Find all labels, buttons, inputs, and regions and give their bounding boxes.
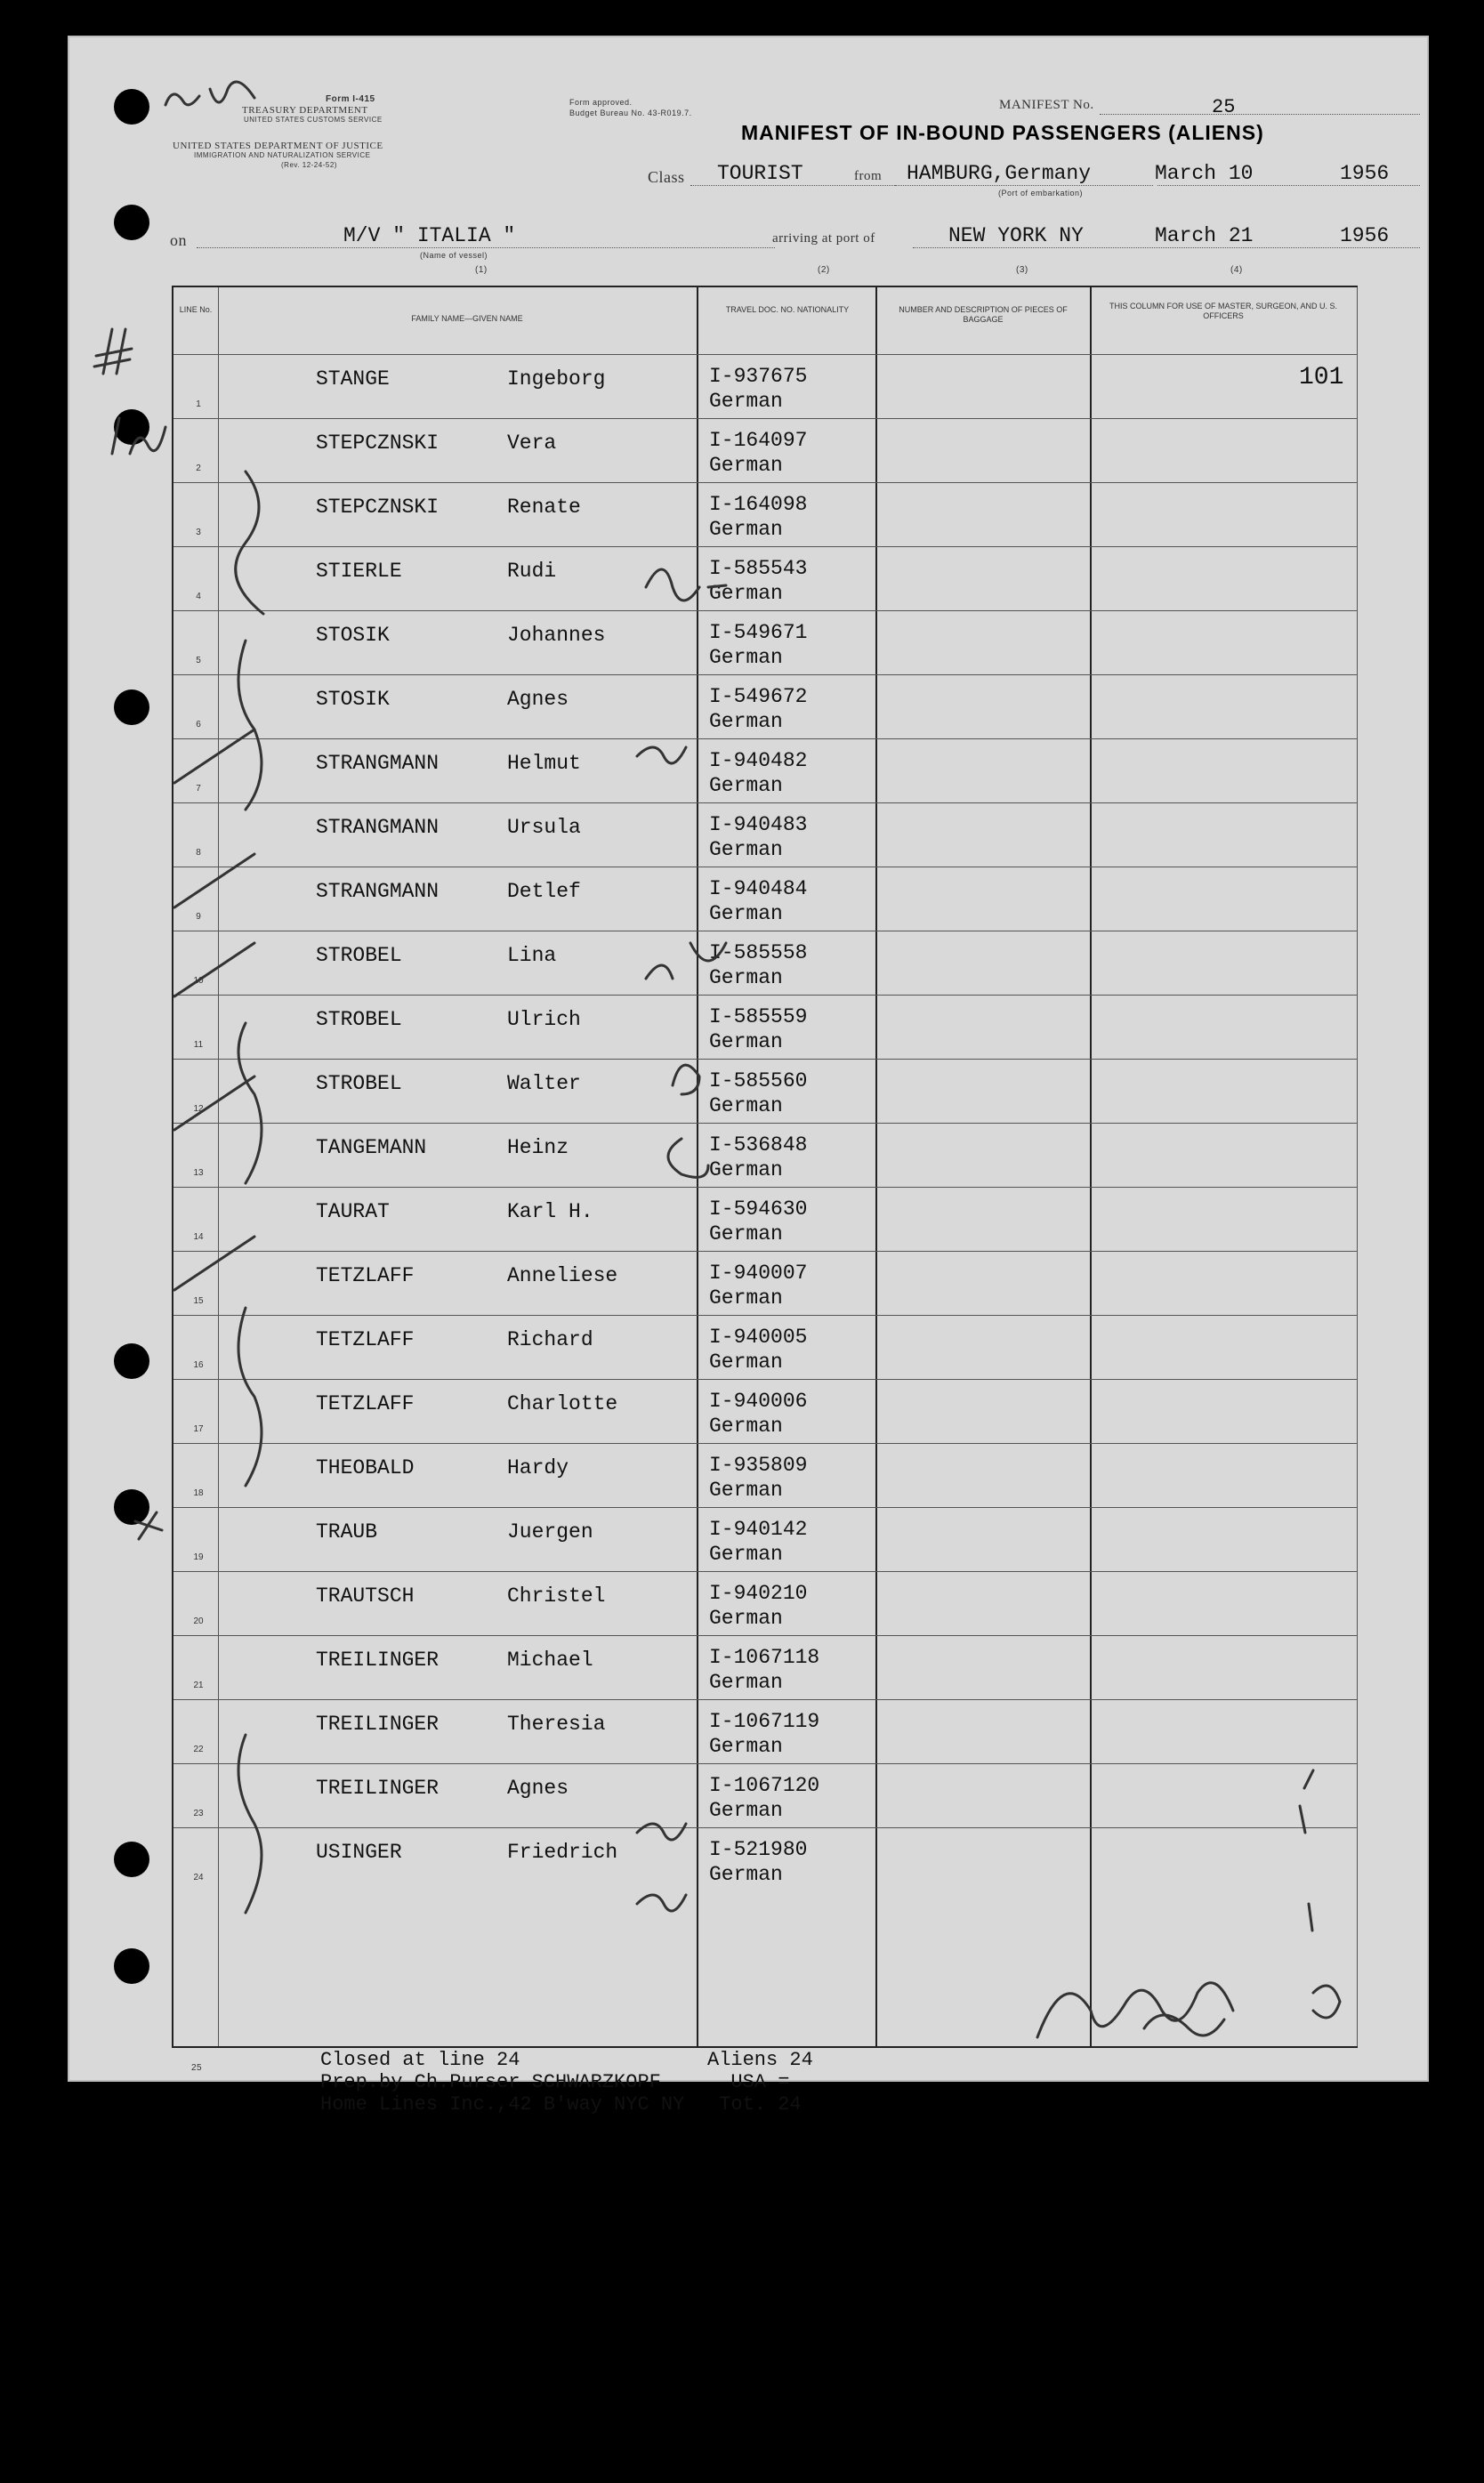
form-number: Form I-415 [326, 94, 375, 104]
table-row [173, 1123, 1358, 1188]
travel-doc [709, 1709, 819, 1759]
travel-doc [709, 364, 807, 414]
punch-hole [114, 1842, 149, 1877]
travel-doc [709, 1133, 807, 1182]
line-number: 21 [193, 1681, 204, 1690]
family-name: STEPCZNSKI [316, 431, 440, 455]
class-value: TOURIST [717, 162, 803, 185]
given-name: Ulrich [507, 1008, 581, 1031]
nationality: German [709, 1415, 783, 1438]
given-name: Karl H. [507, 1200, 593, 1223]
line-number: 16 [193, 1360, 204, 1370]
class-label: Class [648, 168, 685, 186]
customs-service: UNITED STATES CUSTOMS SERVICE [244, 116, 383, 124]
travel-doc-number: I-937675 [709, 365, 808, 388]
given-name: Michael [507, 1649, 593, 1672]
manifest-page [68, 36, 1429, 2116]
nationality: German [709, 518, 783, 541]
grand-total: Tot. 24 [719, 2093, 802, 2116]
line-number: 14 [193, 1232, 204, 1242]
given-name: Agnes [507, 1777, 569, 1800]
table-row [173, 738, 1358, 803]
family-name: TAURAT [316, 1200, 390, 1223]
table-row [173, 354, 1358, 419]
family-name: TRAUTSCH [316, 1584, 415, 1608]
travel-doc-number: I-536848 [709, 1133, 808, 1157]
travel-doc-number: I-940210 [709, 1582, 808, 1605]
line-number: 11 [193, 1040, 204, 1050]
table-row [173, 546, 1358, 611]
nationality: German [709, 582, 783, 605]
given-name: Agnes [507, 688, 569, 711]
family-name: STRANGMANN [316, 880, 440, 903]
col-marker-3: (3) [1016, 265, 1028, 275]
manifest-no-label: MANIFEST No. [999, 98, 1094, 112]
travel-doc [709, 1645, 819, 1695]
travel-doc-number: I-940005 [709, 1326, 808, 1349]
travel-doc [709, 492, 807, 542]
travel-doc-number: I-164097 [709, 429, 808, 452]
table-row [173, 1507, 1358, 1572]
line-number: 22 [193, 1745, 204, 1754]
travel-doc-number: I-940006 [709, 1390, 808, 1413]
header-name: FAMILY NAME—GIVEN NAME [411, 314, 523, 323]
family-name: USINGER [316, 1841, 402, 1864]
travel-doc [709, 1837, 807, 1887]
family-name: STRANGMANN [316, 816, 440, 839]
line-number: 24 [193, 1873, 204, 1882]
line-number: 12 [193, 1104, 204, 1114]
rev-label: (Rev. 12-24-52) [281, 161, 337, 169]
header-officers: THIS COLUMN FOR USE OF MASTER, SURGEON, AND U. S. OFFICERS [1109, 302, 1338, 320]
table-row [173, 867, 1358, 931]
prepared-by: Prep.by Ch.Purser SCHWARZKOPF [320, 2071, 661, 2093]
family-name: TETZLAFF [316, 1264, 415, 1287]
table-row [173, 1699, 1358, 1764]
given-name: Juergen [507, 1520, 593, 1544]
line-number: 23 [193, 1809, 204, 1818]
travel-doc-number: I-1067118 [709, 1646, 820, 1669]
table-row [173, 1827, 1358, 1892]
travel-doc [709, 876, 807, 926]
table-row [173, 1315, 1358, 1380]
aliens-total: Aliens 24 [707, 2049, 813, 2071]
punch-hole [114, 89, 149, 125]
nationality: German [709, 902, 783, 925]
table-row [173, 802, 1358, 867]
nationality: German [709, 1286, 783, 1310]
nationality: German [709, 774, 783, 797]
nationality: German [709, 1479, 783, 1502]
punch-hole [114, 409, 149, 445]
given-name: Christel [507, 1584, 606, 1608]
given-name: Renate [507, 496, 581, 519]
family-name: TETZLAFF [316, 1392, 415, 1415]
travel-doc-number: I-164098 [709, 493, 808, 516]
travel-doc [709, 1068, 807, 1118]
family-name: TETZLAFF [316, 1328, 415, 1351]
table-row [173, 1059, 1358, 1124]
company-address: Home Lines Inc.,42 B'way NYC NY [320, 2093, 685, 2116]
table-row [173, 1763, 1358, 1828]
totals [707, 2049, 813, 2116]
travel-doc-number: I-549672 [709, 685, 808, 708]
family-name: STOSIK [316, 688, 390, 711]
given-name: Detlef [507, 880, 581, 903]
manifest-number: 25 [1212, 96, 1236, 118]
travel-doc-number: I-935809 [709, 1454, 808, 1477]
nationality: German [709, 1094, 783, 1117]
departure-year: 1956 [1340, 162, 1390, 185]
line-number: 5 [196, 656, 201, 665]
arrival-port: NEW YORK NY [948, 224, 1084, 247]
manifest-title: MANIFEST OF IN-BOUND PASSENGERS (ALIENS) [741, 121, 1264, 144]
line-number: 10 [193, 976, 204, 986]
family-name: STANGE [316, 367, 390, 391]
travel-doc [709, 1325, 807, 1375]
given-name: Heinz [507, 1136, 569, 1159]
travel-doc-number: I-585543 [709, 557, 808, 580]
nationality: German [709, 1799, 783, 1822]
family-name: TANGEMANN [316, 1136, 427, 1159]
travel-doc [709, 748, 807, 798]
given-name: Ingeborg [507, 367, 606, 391]
travel-doc-number: I-940482 [709, 749, 808, 772]
vessel-name: M/V " ITALIA " [343, 224, 516, 247]
travel-doc-number: I-1067120 [709, 1774, 820, 1797]
usa-total: USA = [730, 2071, 790, 2093]
travel-doc [709, 428, 807, 478]
travel-doc [709, 812, 807, 862]
travel-doc [709, 1581, 807, 1631]
family-name: THEOBALD [316, 1456, 415, 1479]
table-row [173, 674, 1358, 739]
punch-hole [114, 1948, 149, 1984]
family-name: STROBEL [316, 1008, 402, 1031]
given-name: Walter [507, 1072, 581, 1095]
family-name: TRAUB [316, 1520, 378, 1544]
travel-doc-number: I-1067119 [709, 1710, 820, 1733]
travel-doc-number: I-585559 [709, 1005, 808, 1028]
given-name: Friedrich [507, 1841, 618, 1864]
punch-hole [114, 205, 149, 240]
ins-label: IMMIGRATION AND NATURALIZATION SERVICE [194, 151, 371, 159]
travel-doc [709, 684, 807, 734]
line-number: 6 [196, 720, 201, 730]
given-name: Hardy [507, 1456, 569, 1479]
travel-doc-number: I-594630 [709, 1197, 808, 1221]
arrival-year: 1956 [1340, 224, 1390, 247]
travel-doc-number: I-521980 [709, 1838, 808, 1861]
line-number: 20 [193, 1616, 204, 1626]
from-label: from [854, 169, 883, 183]
family-name: STIERLE [316, 560, 402, 583]
officer-note: 101 [1299, 364, 1344, 391]
travel-doc-number: I-940484 [709, 877, 808, 900]
travel-doc-number: I-585558 [709, 941, 808, 964]
given-name: Lina [507, 944, 557, 967]
given-name: Richard [507, 1328, 593, 1351]
punch-hole [114, 1489, 149, 1525]
closing-note [320, 2049, 684, 2116]
family-name: STROBEL [316, 944, 402, 967]
punch-hole [114, 1343, 149, 1379]
travel-doc-number: I-549671 [709, 621, 808, 644]
given-name: Rudi [507, 560, 557, 583]
nationality: German [709, 1222, 783, 1246]
table-row [173, 1571, 1358, 1636]
vessel-caption: (Name of vessel) [420, 251, 488, 260]
nationality: German [709, 1671, 783, 1694]
table-row [173, 1443, 1358, 1508]
travel-doc [709, 1517, 807, 1567]
line-number: 4 [196, 592, 201, 601]
given-name: Theresia [507, 1713, 606, 1736]
budget-bureau: Budget Bureau No. 43-R019.7. [569, 109, 692, 117]
table-row [173, 418, 1358, 483]
travel-doc [709, 1453, 807, 1503]
line-number: 19 [193, 1552, 204, 1562]
line-number: 9 [196, 912, 201, 922]
family-name: STRANGMANN [316, 752, 440, 775]
nationality: German [709, 1543, 783, 1566]
given-name: Vera [507, 431, 557, 455]
line-number: 15 [193, 1296, 204, 1306]
travel-doc [709, 1773, 819, 1823]
nationality: German [709, 454, 783, 477]
nationality: German [709, 1735, 783, 1758]
passenger-table [172, 286, 1358, 2116]
header-baggage: NUMBER AND DESCRIPTION OF PIECES OF BAGGAGE [899, 305, 1068, 324]
nationality: German [709, 838, 783, 861]
family-name: TREILINGER [316, 1713, 440, 1736]
nationality: German [709, 646, 783, 669]
travel-doc [709, 1261, 807, 1310]
doj-label: UNITED STATES DEPARTMENT OF JUSTICE [173, 141, 383, 151]
table-row [173, 1187, 1358, 1252]
arrival-date: March 21 [1155, 224, 1254, 247]
line-number: 2 [196, 464, 201, 473]
departure-date: March 10 [1155, 162, 1254, 185]
line-number: 3 [196, 528, 201, 537]
arriving-label: arriving at port of [772, 231, 875, 246]
nationality: German [709, 1030, 783, 1053]
line-number-25: 25 [191, 2063, 203, 2073]
line-number: 8 [196, 848, 201, 858]
punch-hole [114, 689, 149, 725]
header-travel-doc: TRAVEL DOC. NO. NATIONALITY [725, 305, 850, 314]
table-row [173, 610, 1358, 675]
travel-doc [709, 1004, 807, 1054]
travel-doc [709, 940, 807, 990]
nationality: German [709, 1607, 783, 1630]
on-label: on [170, 231, 187, 249]
nationality: German [709, 1863, 783, 1886]
family-name: STROBEL [316, 1072, 402, 1095]
col-marker-2: (2) [818, 265, 830, 275]
table-row [173, 1379, 1358, 1444]
given-name: Ursula [507, 816, 581, 839]
family-name: TREILINGER [316, 1777, 440, 1800]
travel-doc-number: I-585560 [709, 1069, 808, 1092]
line-number: 18 [193, 1488, 204, 1498]
treasury-dept: TREASURY DEPARTMENT [242, 105, 368, 116]
family-name: TREILINGER [316, 1649, 440, 1672]
closing-line: Closed at line 24 [320, 2049, 520, 2071]
table-row [173, 1251, 1358, 1316]
given-name: Helmut [507, 752, 581, 775]
given-name: Anneliese [507, 1264, 618, 1287]
nationality: German [709, 966, 783, 989]
nationality: German [709, 1350, 783, 1374]
table-row [173, 931, 1358, 996]
line-number: 13 [193, 1168, 204, 1178]
col-marker-4: (4) [1230, 265, 1243, 275]
line-number: 7 [196, 784, 201, 794]
travel-doc [709, 1197, 807, 1246]
nationality: German [709, 390, 783, 413]
travel-doc [709, 556, 807, 606]
table-row [173, 482, 1358, 547]
embark-caption: (Port of embarkation) [998, 189, 1084, 198]
table-row [173, 1635, 1358, 1700]
form-approved: Form approved. [569, 98, 633, 107]
nationality: German [709, 1158, 783, 1181]
family-name: STEPCZNSKI [316, 496, 440, 519]
given-name: Charlotte [507, 1392, 618, 1415]
travel-doc-number: I-940007 [709, 1262, 808, 1285]
travel-doc-number: I-940142 [709, 1518, 808, 1541]
table-row [173, 995, 1358, 1060]
from-port: HAMBURG,Germany [907, 162, 1092, 185]
line-number: 17 [193, 1424, 204, 1434]
col-marker-1: (1) [475, 265, 488, 275]
given-name: Johannes [507, 624, 606, 647]
header-line-no: LINE No. [179, 305, 213, 314]
travel-doc [709, 1389, 807, 1439]
travel-doc [709, 620, 807, 670]
line-number: 1 [196, 399, 201, 409]
family-name: STOSIK [316, 624, 390, 647]
travel-doc-number: I-940483 [709, 813, 808, 836]
nationality: German [709, 710, 783, 733]
